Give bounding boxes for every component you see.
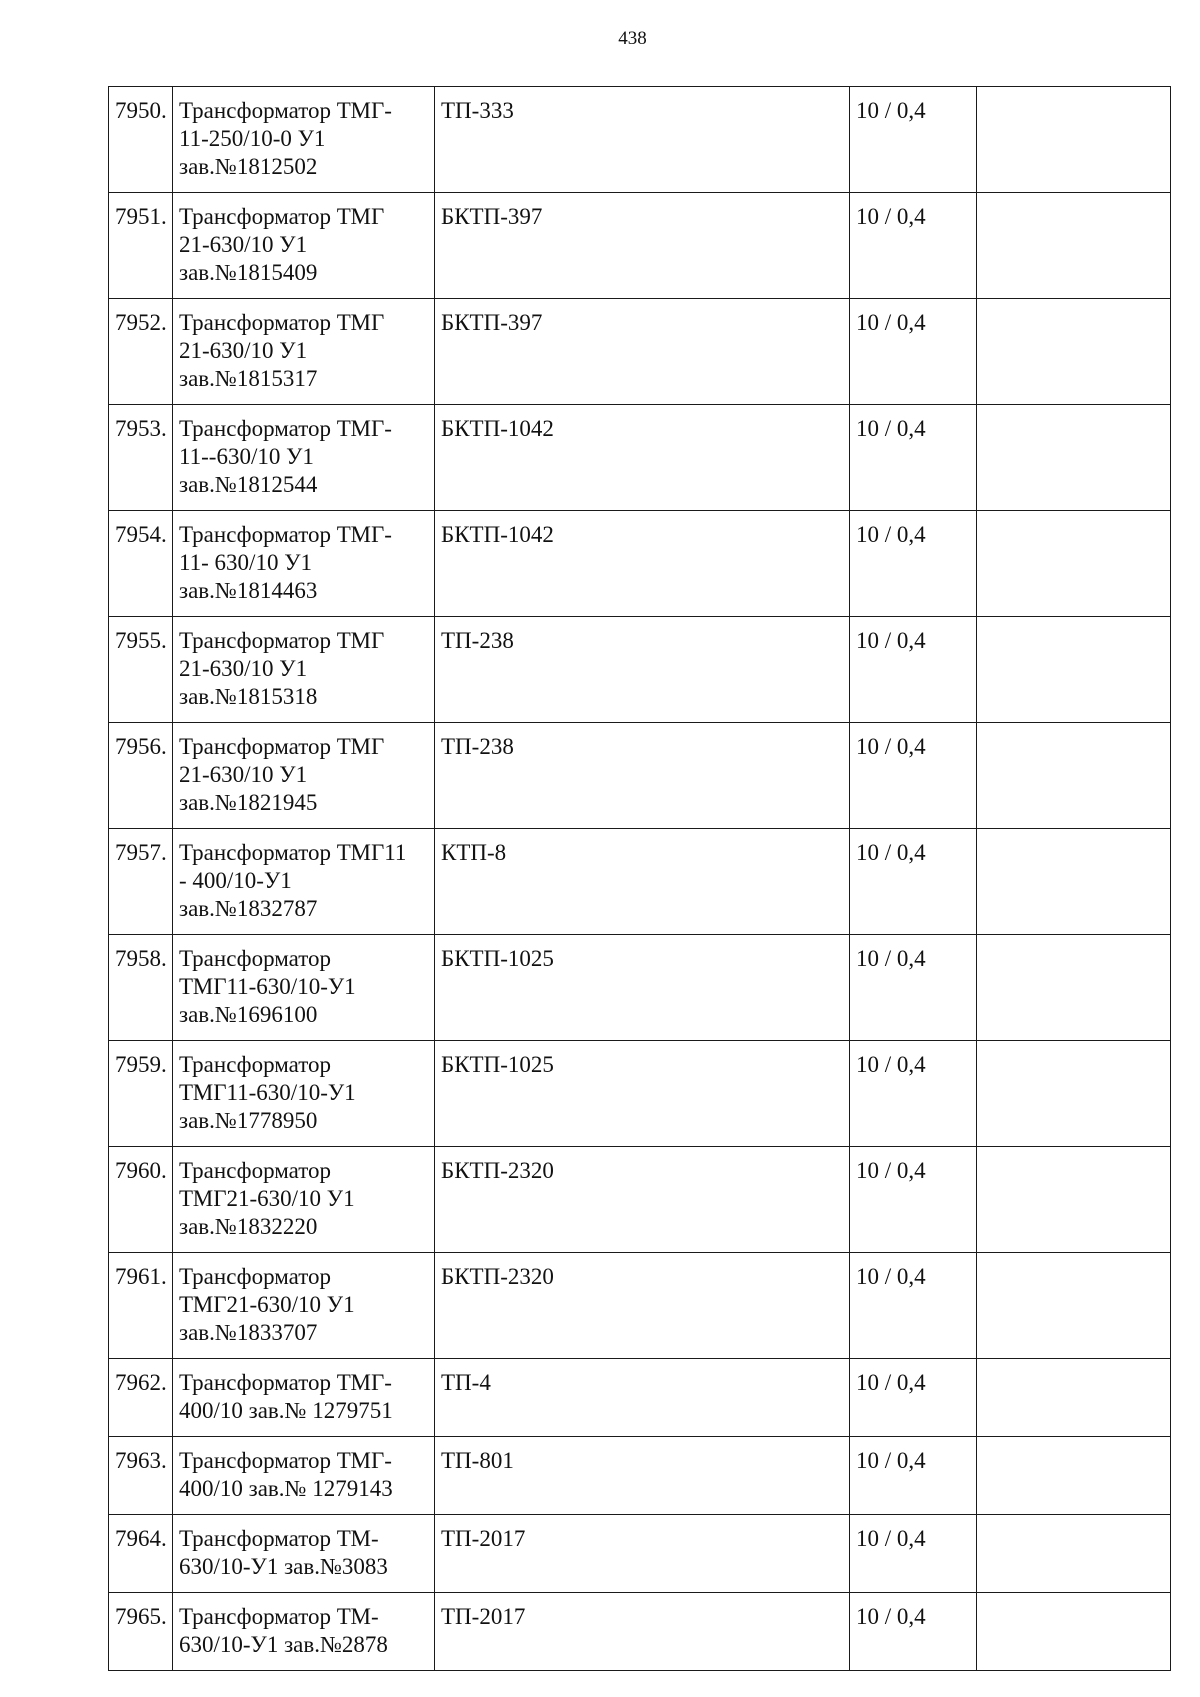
equipment-name-line: Трансформатор ТМГ xyxy=(179,204,385,229)
equipment-name-line: зав.№1815409 xyxy=(179,260,318,285)
empty-cell xyxy=(977,1515,1171,1593)
empty-cell xyxy=(977,1041,1171,1147)
substation-cell: БКТП-2320 xyxy=(435,1147,850,1253)
equipment-name-cell xyxy=(173,1515,435,1593)
substation-cell: БКТП-1042 xyxy=(435,511,850,617)
row-number-cell: 7955. xyxy=(109,617,173,723)
table-row xyxy=(109,193,1171,299)
equipment-name-line: зав.№1821945 xyxy=(179,790,318,815)
equipment-name-line: ТМГ11-630/10-У1 xyxy=(179,974,356,999)
table-row xyxy=(109,1515,1171,1593)
equipment-name-line: Трансформатор ТМГ- xyxy=(179,98,392,123)
page-number: 438 xyxy=(618,28,647,49)
equipment-name-cell xyxy=(173,617,435,723)
substation-cell: ТП-4 xyxy=(435,1359,850,1437)
substation-cell: БКТП-1025 xyxy=(435,935,850,1041)
voltage-cell: 10 / 0,4 xyxy=(850,193,977,299)
equipment-name-line: Трансформатор ТМГ xyxy=(179,734,385,759)
substation-cell: ТП-2017 xyxy=(435,1593,850,1671)
equipment-name-cell xyxy=(173,405,435,511)
substation-cell: ТП-801 xyxy=(435,1437,850,1515)
substation-cell: БКТП-397 xyxy=(435,193,850,299)
table-row xyxy=(109,1041,1171,1147)
equipment-name-line: Трансформатор ТМГ xyxy=(179,310,385,335)
substation-cell: ТП-238 xyxy=(435,617,850,723)
substation-cell: БКТП-2320 xyxy=(435,1253,850,1359)
row-number-cell: 7964. xyxy=(109,1515,173,1593)
row-number-cell: 7951. xyxy=(109,193,173,299)
equipment-name-cell xyxy=(173,87,435,193)
row-number-cell: 7965. xyxy=(109,1593,173,1671)
empty-cell xyxy=(977,935,1171,1041)
row-number-cell: 7963. xyxy=(109,1437,173,1515)
equipment-name-line: зав.№1832220 xyxy=(179,1214,318,1239)
voltage-cell: 10 / 0,4 xyxy=(850,935,977,1041)
empty-cell xyxy=(977,1147,1171,1253)
equipment-name-line: зав.№1815318 xyxy=(179,684,318,709)
table-row xyxy=(109,1437,1171,1515)
equipment-name-cell xyxy=(173,1437,435,1515)
row-number-cell: 7959. xyxy=(109,1041,173,1147)
equipment-name-line: - 400/10-У1 xyxy=(179,868,292,893)
voltage-cell: 10 / 0,4 xyxy=(850,829,977,935)
substation-cell: КТП-8 xyxy=(435,829,850,935)
empty-cell xyxy=(977,723,1171,829)
equipment-name-line: 11-250/10-0 У1 xyxy=(179,126,326,151)
table-row xyxy=(109,1147,1171,1253)
equipment-name-line: Трансформатор xyxy=(179,1052,331,1077)
table-row xyxy=(109,405,1171,511)
equipment-name-line: Трансформатор ТМ- xyxy=(179,1526,379,1551)
equipment-name-line: 21-630/10 У1 xyxy=(179,338,308,363)
equipment-name-line: Трансформатор ТМГ- xyxy=(179,416,392,441)
equipment-name-cell xyxy=(173,1359,435,1437)
substation-cell: ТП-2017 xyxy=(435,1515,850,1593)
equipment-name-line: зав.№1696100 xyxy=(179,1002,318,1027)
empty-cell xyxy=(977,829,1171,935)
equipment-name-line: зав.№1812544 xyxy=(179,472,318,497)
substation-cell: ТП-333 xyxy=(435,87,850,193)
row-number-cell: 7962. xyxy=(109,1359,173,1437)
equipment-name-line: 21-630/10 У1 xyxy=(179,762,308,787)
empty-cell xyxy=(977,299,1171,405)
substation-cell: БКТП-1025 xyxy=(435,1041,850,1147)
equipment-name-line: ТМГ11-630/10-У1 xyxy=(179,1080,356,1105)
voltage-cell: 10 / 0,4 xyxy=(850,1041,977,1147)
row-number-cell: 7958. xyxy=(109,935,173,1041)
table-row xyxy=(109,299,1171,405)
equipment-name-line: ТМГ21-630/10 У1 xyxy=(179,1292,355,1317)
equipment-name-line: зав.№1815317 xyxy=(179,366,318,391)
equipment-name-line: Трансформатор xyxy=(179,946,331,971)
equipment-name-line: 630/10-У1 зав.№2878 xyxy=(179,1632,388,1657)
equipment-name-line: Трансформатор ТМГ- xyxy=(179,522,392,547)
equipment-name-line: Трансформатор ТМ- xyxy=(179,1604,379,1629)
empty-cell xyxy=(977,511,1171,617)
equipment-name-line: 11--630/10 У1 xyxy=(179,444,314,469)
equipment-name-cell xyxy=(173,1253,435,1359)
equipment-name-line: зав.№1833707 xyxy=(179,1320,318,1345)
voltage-cell: 10 / 0,4 xyxy=(850,405,977,511)
voltage-cell: 10 / 0,4 xyxy=(850,1593,977,1671)
empty-cell xyxy=(977,1593,1171,1671)
row-number-cell: 7952. xyxy=(109,299,173,405)
equipment-name-line: Трансформатор ТМГ- xyxy=(179,1448,392,1473)
equipment-name-line: Трансформатор xyxy=(179,1158,331,1183)
voltage-cell: 10 / 0,4 xyxy=(850,1437,977,1515)
table-row xyxy=(109,829,1171,935)
voltage-cell: 10 / 0,4 xyxy=(850,1147,977,1253)
empty-cell xyxy=(977,193,1171,299)
equipment-table xyxy=(108,86,1171,1671)
voltage-cell: 10 / 0,4 xyxy=(850,617,977,723)
equipment-name-line: 21-630/10 У1 xyxy=(179,232,308,257)
table-row xyxy=(109,1593,1171,1671)
substation-cell: ТП-238 xyxy=(435,723,850,829)
equipment-name-line: зав.№1778950 xyxy=(179,1108,318,1133)
equipment-name-line: 11- 630/10 У1 xyxy=(179,550,312,575)
voltage-cell: 10 / 0,4 xyxy=(850,299,977,405)
equipment-name-line: зав.№1812502 xyxy=(179,154,318,179)
voltage-cell: 10 / 0,4 xyxy=(850,1515,977,1593)
row-number-cell: 7956. xyxy=(109,723,173,829)
equipment-name-line: ТМГ21-630/10 У1 xyxy=(179,1186,355,1211)
empty-cell xyxy=(977,1253,1171,1359)
empty-cell xyxy=(977,617,1171,723)
voltage-cell: 10 / 0,4 xyxy=(850,511,977,617)
equipment-name-line: 400/10 зав.№ 1279143 xyxy=(179,1476,393,1501)
equipment-name-cell xyxy=(173,193,435,299)
row-number-cell: 7961. xyxy=(109,1253,173,1359)
empty-cell xyxy=(977,1437,1171,1515)
table-row xyxy=(109,1253,1171,1359)
voltage-cell: 10 / 0,4 xyxy=(850,723,977,829)
row-number-cell: 7960. xyxy=(109,1147,173,1253)
equipment-name-cell xyxy=(173,299,435,405)
row-number-cell: 7957. xyxy=(109,829,173,935)
substation-cell: БКТП-1042 xyxy=(435,405,850,511)
equipment-name-line: Трансформатор ТМГ11 xyxy=(179,840,407,865)
row-number-cell: 7950. xyxy=(109,87,173,193)
equipment-name-line: зав.№1832787 xyxy=(179,896,318,921)
empty-cell xyxy=(977,1359,1171,1437)
table-row xyxy=(109,511,1171,617)
equipment-name-cell xyxy=(173,511,435,617)
equipment-name-cell xyxy=(173,935,435,1041)
empty-cell xyxy=(977,87,1171,193)
row-number-cell: 7954. xyxy=(109,511,173,617)
equipment-name-line: Трансформатор xyxy=(179,1264,331,1289)
equipment-name-cell xyxy=(173,723,435,829)
equipment-name-line: зав.№1814463 xyxy=(179,578,318,603)
table-row xyxy=(109,723,1171,829)
table-row xyxy=(109,935,1171,1041)
equipment-name-cell xyxy=(173,1147,435,1253)
equipment-name-cell xyxy=(173,829,435,935)
equipment-name-line: 630/10-У1 зав.№3083 xyxy=(179,1554,388,1579)
substation-cell: БКТП-397 xyxy=(435,299,850,405)
voltage-cell: 10 / 0,4 xyxy=(850,1253,977,1359)
equipment-name-line: Трансформатор ТМГ- xyxy=(179,1370,392,1395)
table-row xyxy=(109,1359,1171,1437)
voltage-cell: 10 / 0,4 xyxy=(850,87,977,193)
equipment-name-line: 21-630/10 У1 xyxy=(179,656,308,681)
voltage-cell: 10 / 0,4 xyxy=(850,1359,977,1437)
equipment-name-line: Трансформатор ТМГ xyxy=(179,628,385,653)
row-number-cell: 7953. xyxy=(109,405,173,511)
equipment-name-cell xyxy=(173,1041,435,1147)
equipment-table-body xyxy=(109,87,1171,1671)
empty-cell xyxy=(977,405,1171,511)
table-row xyxy=(109,617,1171,723)
equipment-name-line: 400/10 зав.№ 1279751 xyxy=(179,1398,393,1423)
equipment-name-cell xyxy=(173,1593,435,1671)
table-row xyxy=(109,87,1171,193)
